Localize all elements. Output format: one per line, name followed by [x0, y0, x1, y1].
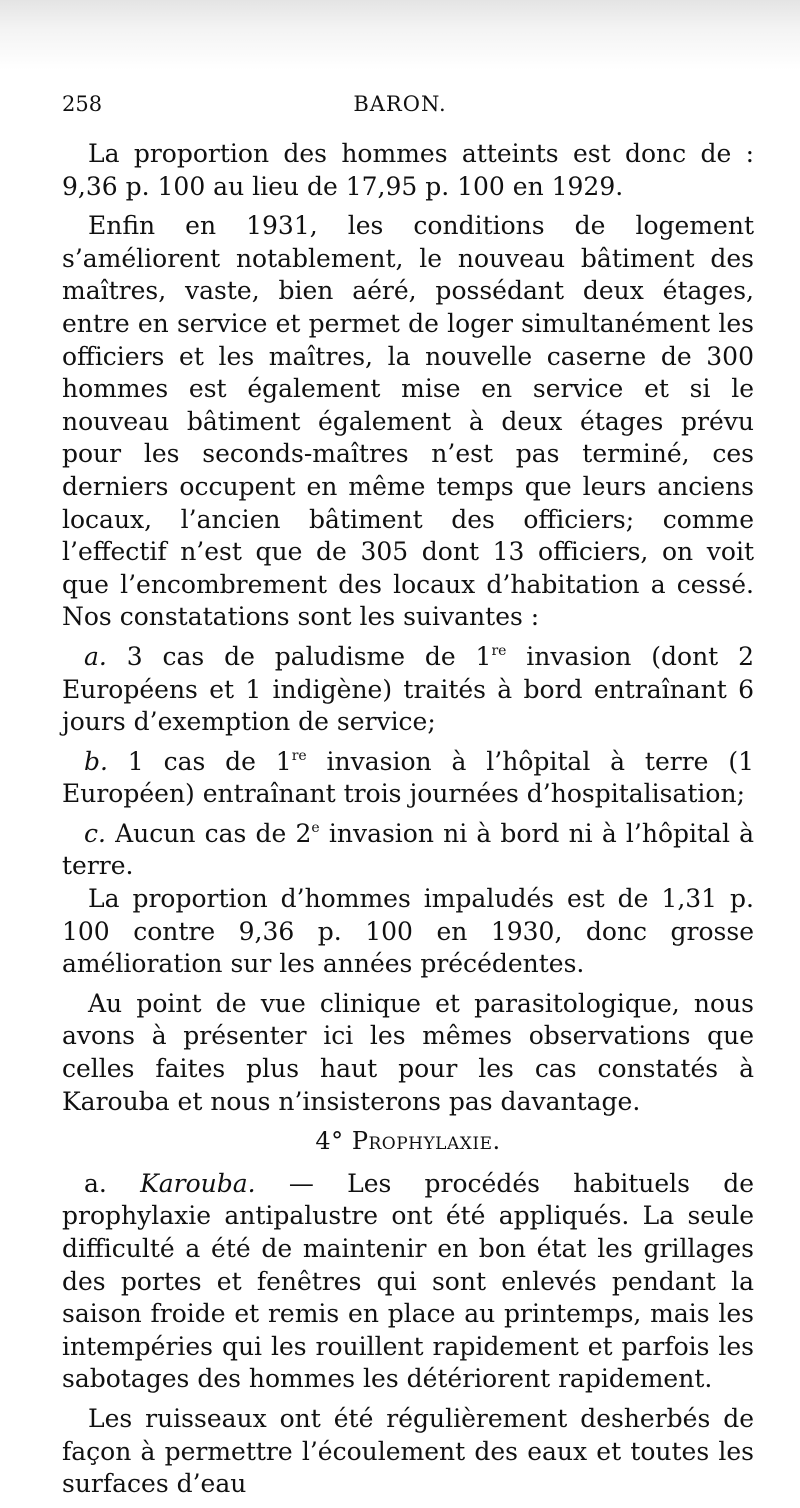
paragraph-clinique: Au point de vue clinique et parasitologique, nous avons à présenter ici les mêmes observations que celles faites plus haut pour les cas constatés à Karouba et nous n’insisterons pas davantage. [62, 988, 754, 1116]
section-number: 4° [315, 1127, 344, 1156]
list-item-letter: b. [84, 746, 108, 776]
subsection-place: Karouba. [140, 1168, 256, 1198]
page-body [62, 138, 754, 1508]
list-item-b: b. 1 cas de 1re invasion à l’hôpital à terre (1 Européen) entraînant trois journées d’hospitalisation; [62, 746, 754, 809]
list-item-letter: a. [84, 641, 107, 671]
paragraph-logement-1931: Enfin en 1931, les conditions de logement s’améliorent notablement, le nouveau bâtiment des maîtres, vaste, bien aéré, possédant deux étages, entre en service et permet de loger simultanément les officiers et les maîtres, la nouvelle caserne de 300 hommes est également mise en service et si le nouveau bâtiment également à deux étages prévu pour les seconds-maîtres n’est pas terminé, ces derniers occupent en même temps que leurs anciens locaux, l’ancien bâtiment des officiers; comme l’effectif n’est que de 305 dont 13 officiers, on voit que l’encombrement des locaux d’habitation a cessé. Nos constatations sont les suivantes : [62, 211, 754, 632]
section-title: Prophylaxie. [351, 1127, 501, 1156]
paragraph-proportion-impaludes: La proportion d’hommes impaludés est de 1,31 p. 100 contre 9,36 p. 100 en 1930, donc grosse amélioration sur les années précédentes. [62, 884, 754, 979]
scanned-page-edge [0, 0, 800, 70]
section-heading-prophylaxie [62, 1125, 754, 1158]
list-item-letter: c. [84, 818, 106, 848]
page-number: 258 [62, 92, 103, 116]
subsection-text: Les procédés habituels de prophylaxie antipalustre ont été appliqués. La seule difficulté a été de maintenir en bon état les grillages des portes et fenêtres qui sont enlevés pendant la saison froide et remis en place au printemps, mais les intempéries qui les rouillent rapidement et parfois les sabotages des hommes les détériorent rapidement. [62, 1168, 754, 1394]
list-item-c: c. Aucun cas de 2e invasion ni à bord ni à l’hôpital à terre. [62, 818, 754, 881]
subsection-letter: a. [84, 1168, 107, 1198]
running-title: BARON. [353, 92, 447, 116]
paragraph-proportion-1929: La proportion des hommes atteints est donc de : 9,36 p. 100 au lieu de 17,95 p. 100 en 1929. [62, 139, 754, 201]
page-header [62, 92, 738, 122]
subsection-karouba: a. Karouba. — Les procédés habituels de prophylaxie antipalustre ont été appliqués. La seule difficulté a été de maintenir en bon état les grillages des portes et fenêtres qui sont enlevés pendant la saison froide et remis en place au printemps, mais les intempéries qui les rouillent rapidement et parfois les sabotages des hommes les détériorent rapidement. [62, 1168, 754, 1394]
paragraph-ruisseaux: Les ruisseaux ont été régulièrement desherbés de façon à permettre l’écoulement des eaux et toutes les surfaces d’eau [62, 1403, 754, 1499]
list-item-a: a. 3 cas de paludisme de 1re invasion (dont 2 Européens et 1 indigène) traités à bord entraînant 6 jours d’exemption de service; [62, 641, 754, 737]
